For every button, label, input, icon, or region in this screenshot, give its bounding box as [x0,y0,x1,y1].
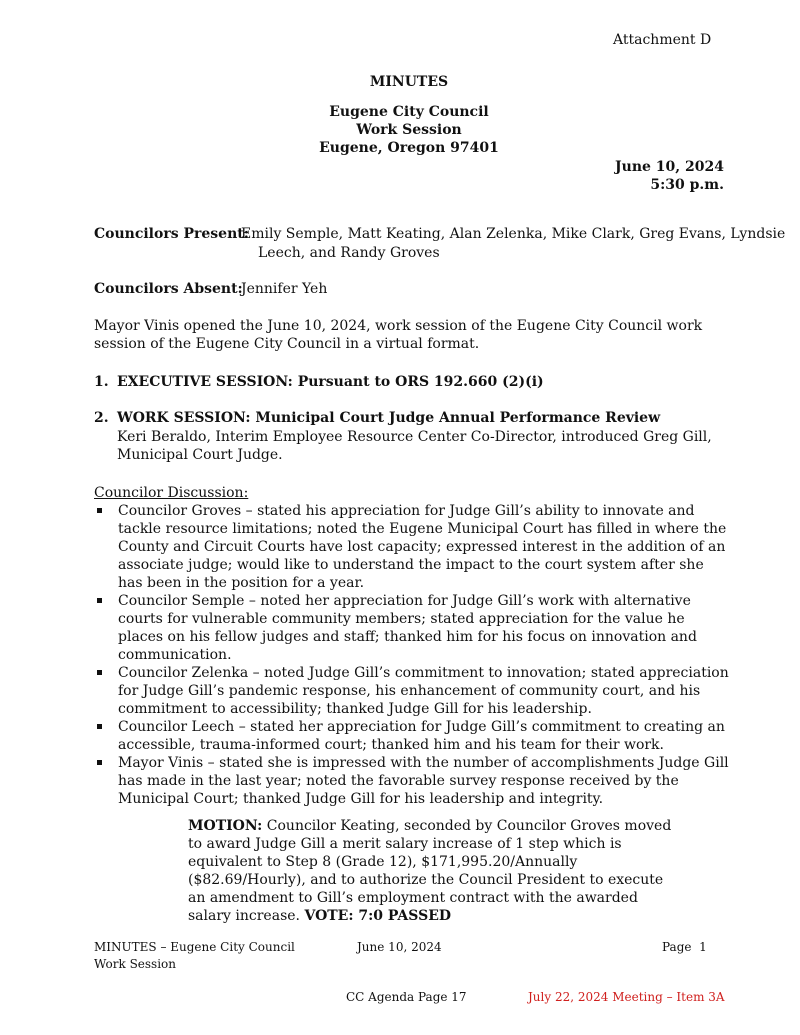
discussion-heading: Councilor Discussion: [94,485,249,501]
opening-paragraph: Mayor Vinis opened the June 10, 2024, work session of the Eugene City Council work session of the Eugene City Council in a virtual format. [94,318,703,352]
council-name: Eugene City Council [329,104,489,120]
list-item: Councilor Groves – stated his appreciation for Judge Gill’s ability to innovate and tackle resource limitations; noted the Eugene Municipal Court has filled in where the County and Circuit Courts have lost capacity; expressed interest in the addition of an associate judge; would like to understand the impact to the court system after she has been in the position for a year. [94,502,729,592]
footer-date: June 10, 2024 [357,940,442,954]
motion-text: Councilor Keating, seconded by Councilor Groves moved to award Judge Gill a merit salary increase of 1 step which is equivalent to Step 8 (Grade 12), $171,995.20/Annually ($82.69/Hourly), and to authorize the Council President to execute an amendment to Gill’s employment contract with the awarded salary increase. [188,818,672,924]
present-names-line2: Leech, and Randy Groves [258,245,440,261]
discussion-list [94,502,729,808]
meeting-time: 5:30 p.m. [650,177,724,193]
motion-block [188,817,678,925]
absent-names: Jennifer Yeh [241,281,328,297]
minutes-title: MINUTES [369,74,449,90]
motion-vote: VOTE: 7:0 PASSED [304,908,452,924]
motion-label: MOTION: [188,818,263,834]
absent-label: Councilors Absent: [94,281,243,297]
list-item: Councilor Semple – noted her appreciation for Judge Gill’s work with alternative courts for vulnerable community members; stated appreciation for the value he places on his fellow judges and staff; thanked him for his focus on innovation and communication. [94,592,729,664]
meeting-item-label: July 22, 2024 Meeting – Item 3A [528,990,725,1004]
item-2-line2: Municipal Court Judge. [117,447,283,463]
present-names-line1: Emily Semple, Matt Keating, Alan Zelenka, Mike Clark, Greg Evans, Lyndsie [241,226,786,242]
attachment-label: Attachment D [613,32,712,48]
session-type: Work Session [356,122,462,138]
item-2-number: 2. [94,410,109,426]
item-2-line1: Keri Beraldo, Interim Employee Resource Center Co-Director, introduced Greg Gill, [117,429,712,445]
location: Eugene, Oregon 97401 [319,140,499,156]
footer-page-number: Page 1 [662,940,707,954]
item-1-number: 1. [94,374,109,390]
list-item: Councilor Leech – stated her appreciation for Judge Gill’s commitment to creating an accessible, trauma-informed court; thanked him and his team for their work. [94,718,729,754]
meeting-date: June 10, 2024 [615,159,724,175]
agenda-page: CC Agenda Page 17 [346,990,467,1004]
footer-left-line1: MINUTES – Eugene City Council [94,940,295,954]
present-label: Councilors Present: [94,226,249,242]
list-item: Mayor Vinis – stated she is impressed with the number of accomplishments Judge Gill has made in the last year; noted the favorable survey response received by the Municipal Court; thanked Judge Gill for his leadership and integrity. [94,754,729,808]
item-2-title: WORK SESSION: Municipal Court Judge Annual Performance Review [117,410,661,426]
footer-left-line2: Work Session [94,957,176,971]
item-1-title: EXECUTIVE SESSION: Pursuant to ORS 192.660 (2)(i) [117,374,544,390]
list-item: Councilor Zelenka – noted Judge Gill’s commitment to innovation; stated appreciation for Judge Gill’s pandemic response, his enhancement of community court, and his commitment to accessibility; thanked Judge Gill for his leadership. [94,664,729,718]
